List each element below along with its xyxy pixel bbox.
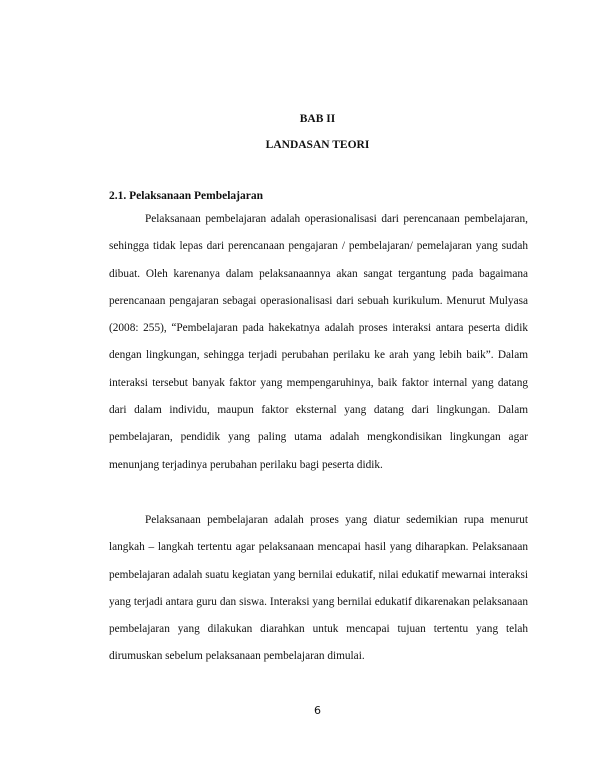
page-number: 6 — [314, 704, 321, 717]
section-heading: 2.1. Pelaksanaan Pembelajaran — [109, 190, 263, 202]
paragraph-2-text: Pelaksanaan pembelajaran adalah proses yang diatur sedemikian rupa menurut langkah – langkah tertentu agar pelaksanaan mencapai hasil yang diharapkan. Pelaksanaan pembelajaran adalah suatu kegiatan yang bernilai edukatif, nilai edukatif mewarnai interaksi yang terjadi antara guru dan siswa. Interaksi yang bernilai edukatif dikarenakan pelaksanaan pembelajaran yang dilakukan diarahkan untuk mencapai tujuan tertentu yang telah dirumuskan sebelum pelaksanaan pembelajaran dimulai. — [109, 514, 528, 663]
paragraph-1 — [109, 206, 528, 479]
chapter-label: BAB II — [299, 113, 336, 125]
chapter-title: LANDASAN TEORI — [265, 139, 370, 151]
paragraph-2 — [109, 507, 528, 671]
paragraph-1-text: Pelaksanaan pembelajaran adalah operasionalisasi dari perencanaan pembelajaran, sehingga tidak lepas dari perencanaan pengajaran / pembelajaran/ pemelajaran yang sudah dibuat. Oleh karenanya dalam pelaksanaannya akan sangat tergantung pada bagaimana perencanaan pengajaran sebagai operasionalisasi dari sebuah kurikulum. Menurut Mulyasa (2008: 255), “Pembelajaran pada hakekatnya adalah proses interaksi antara peserta didik dengan lingkungan, sehingga terjadi perubahan perilaku ke arah yang lebih baik”. Dalam interaksi tersebut banyak faktor yang mempengaruhinya, baik faktor internal yang datang dari dalam individu, maupun faktor eksternal yang datang dari lingkungan. Dalam pembelajaran, pendidik yang paling utama adalah mengkondisikan lingkungan agar menunjang terjadinya perubahan perilaku bagi peserta didik. — [109, 213, 528, 471]
